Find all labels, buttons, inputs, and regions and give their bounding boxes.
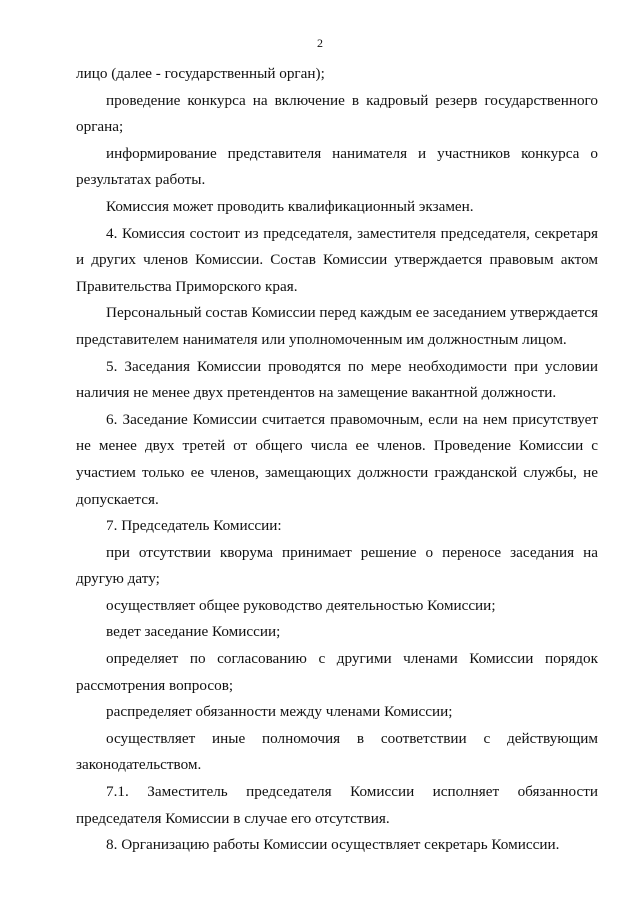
paragraph-item-7: 7. Председатель Комиссии:: [106, 517, 282, 535]
paragraph-quorum: при отсутствии кворума принимает решение о переносе заседания на другую дату;: [76, 543, 598, 588]
paragraph-item-6: 6. Заседание Комиссии считается правомочным, если на нем присутствует не менее двух третей от общего числа ее членов. Проведение Комиссии с участием только ее членов, замещающих должности гражданской службы, не допускается.: [76, 410, 598, 508]
paragraph-general-management: осуществляет общее руководство деятельностью Комиссии;: [106, 596, 496, 614]
paragraph-reserve-contest: проведение конкурса на включение в кадровый резерв государственного органа;: [76, 91, 598, 136]
paragraph-leads-meeting: ведет заседание Комиссии;: [106, 623, 281, 641]
paragraph-continuation: лицо (далее - государственный орган);: [76, 65, 325, 82]
paragraph-other-powers: осуществляет иные полномочия в соответствии с действующим законодательством.: [76, 729, 598, 774]
paragraph-item-4: 4. Комиссия состоит из председателя, заместителя председателя, секретаря и других членов Комиссии. Состав Комиссии утверждается правовым актом Правительства Приморского края.: [76, 224, 598, 295]
document-body: [76, 61, 598, 859]
paragraph-item-8: 8. Организацию работы Комиссии осуществляет секретарь Комиссии.: [106, 836, 560, 854]
paragraph-item-5: 5. Заседания Комиссии проводятся по мере необходимости при условии наличия не менее двух претендентов на замещение вакантной должности.: [76, 357, 598, 402]
page-number: 2: [317, 36, 323, 50]
paragraph-qualification-exam: Комиссия может проводить квалификационный экзамен.: [106, 197, 474, 215]
paragraph-distributes-duties: распределяет обязанности между членами Комиссии;: [106, 703, 453, 721]
paragraph-personal-composition: Персональный состав Комиссии перед каждым ее заседанием утверждается представителем нанимателя или уполномоченным им должностным лицом.: [76, 304, 598, 348]
paragraph-item-7-1: 7.1. Заместитель председателя Комиссии исполняет обязанности председателя Комиссии в случае его отсутствия.: [76, 783, 598, 827]
paragraph-informing: информирование представителя нанимателя и участников конкурса о результатах работы.: [76, 144, 598, 189]
paragraph-agenda-order: определяет по согласованию с другими членами Комиссии порядок рассмотрения вопросов;: [76, 650, 598, 694]
